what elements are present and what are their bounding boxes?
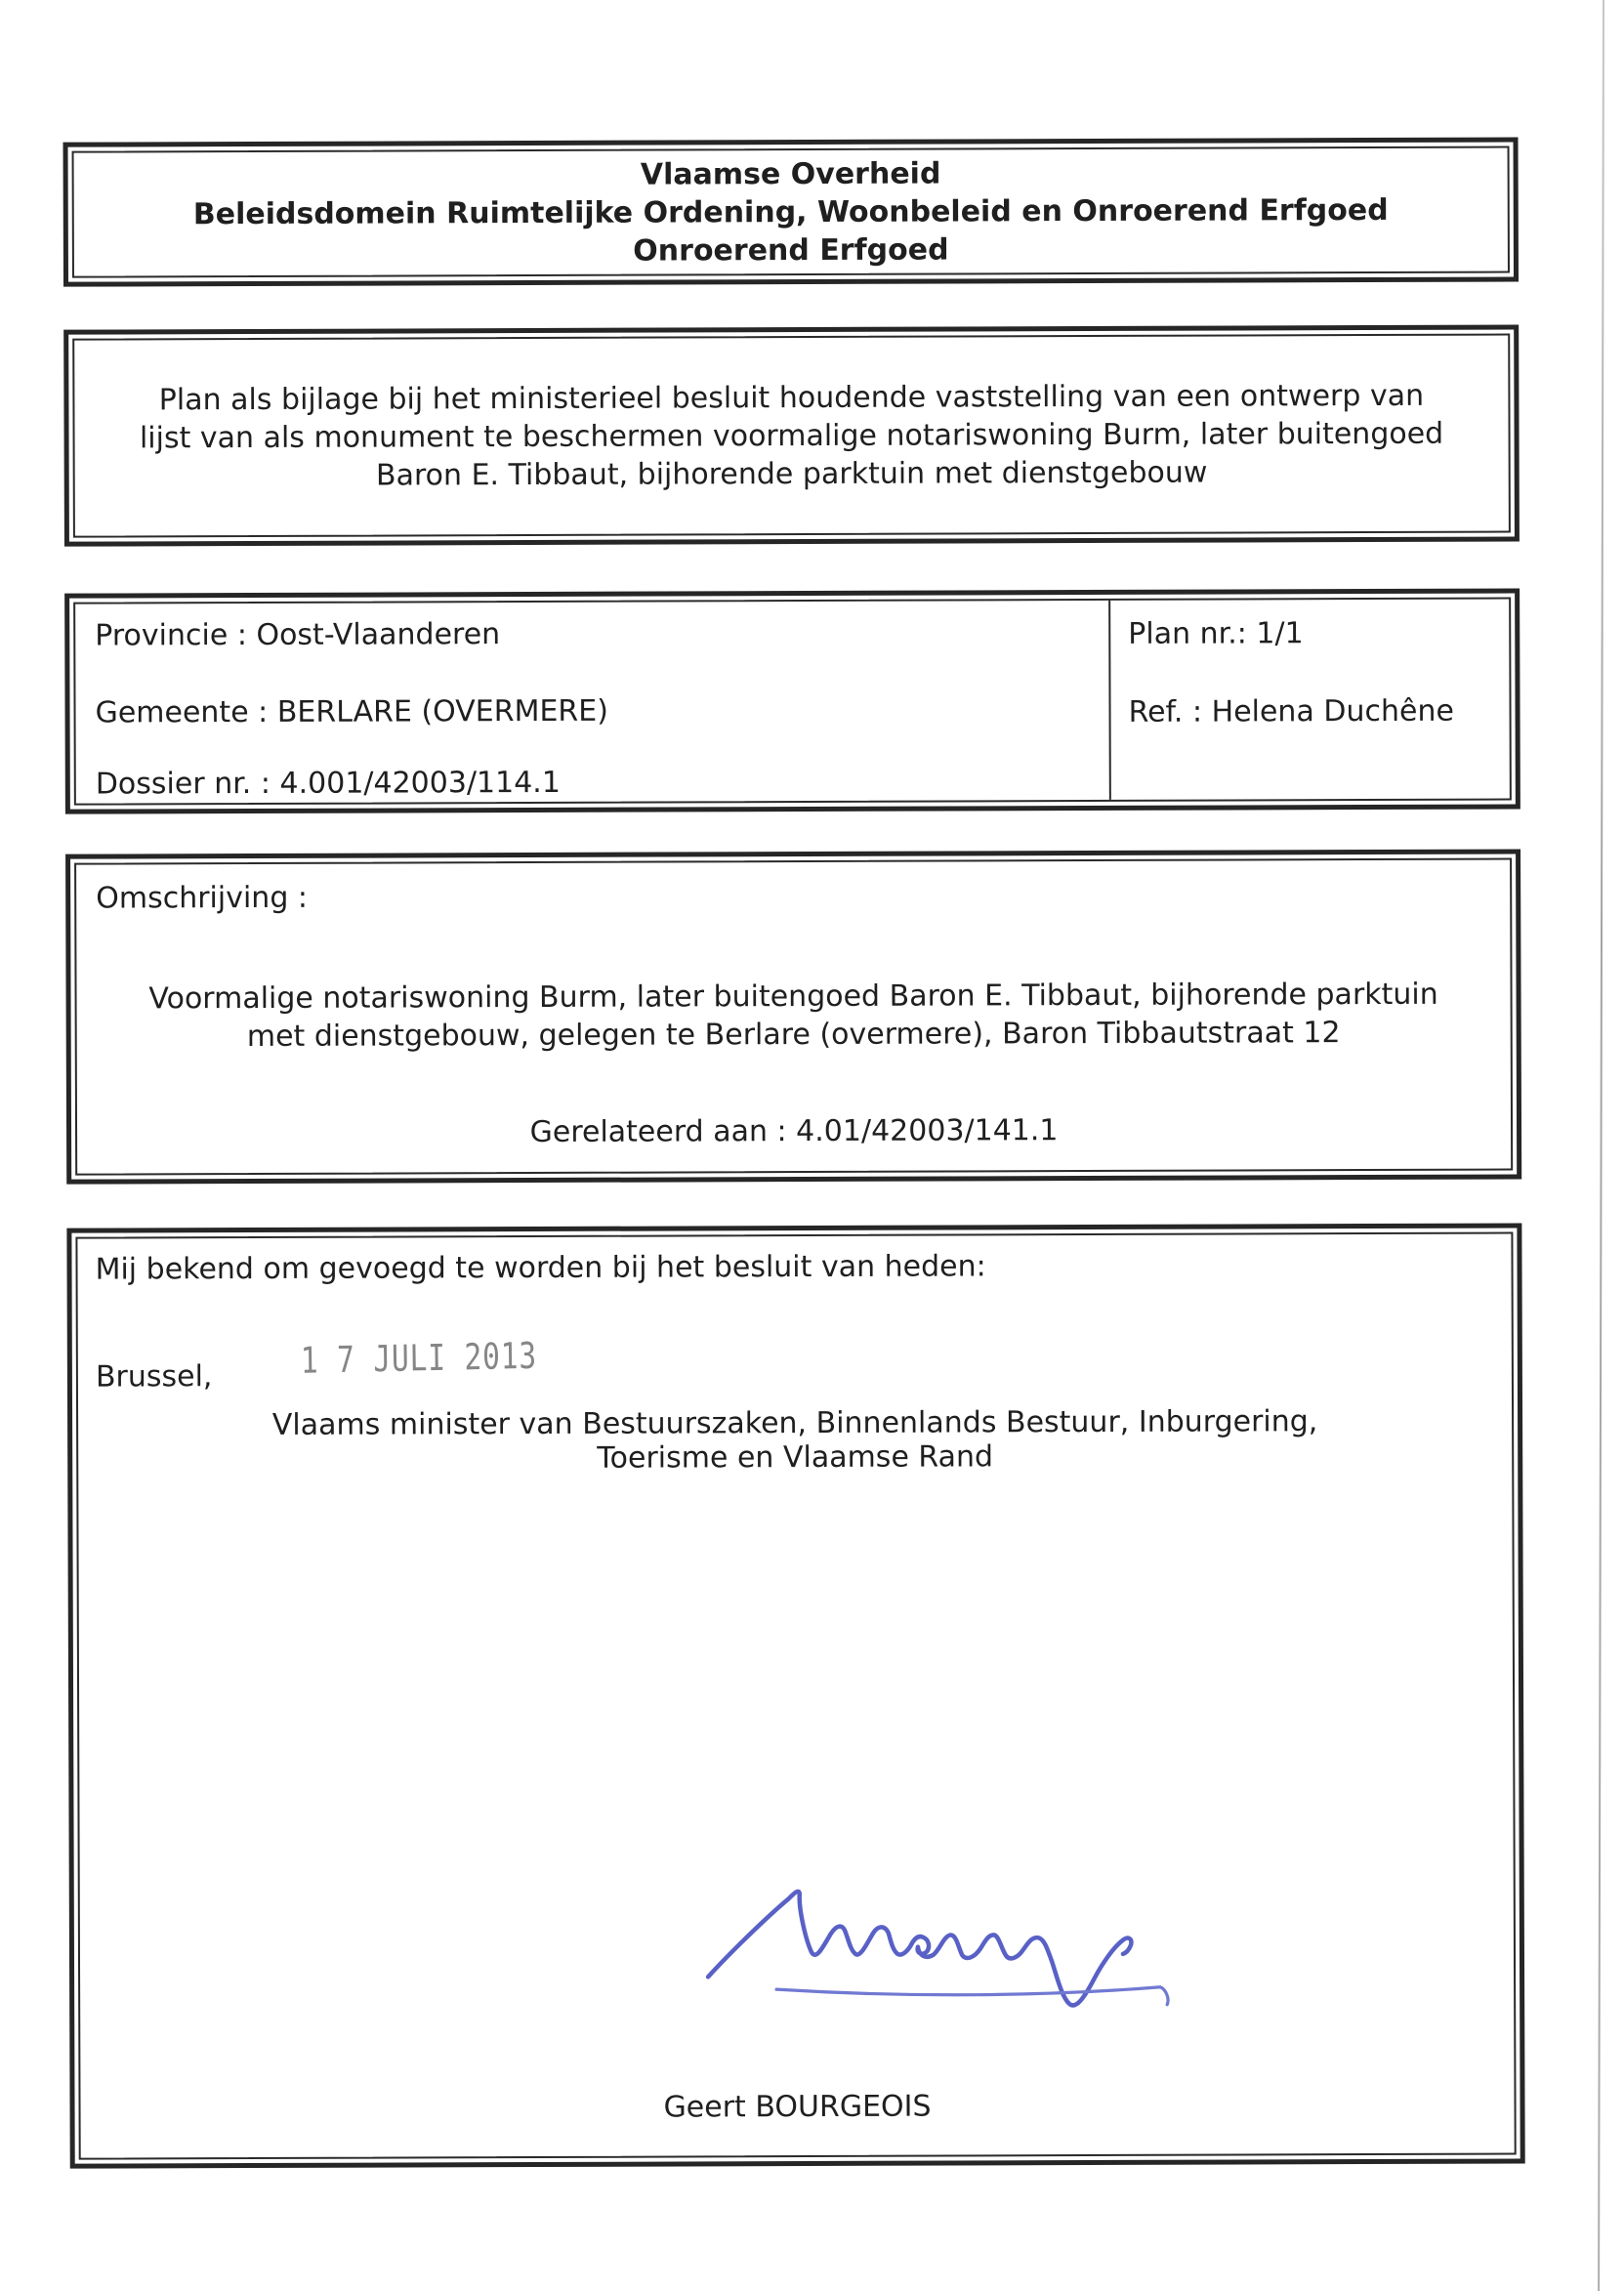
minister-title-line: Vlaams minister van Bestuurszaken, Binnenlands Bestuur, Inburgering, xyxy=(271,1404,1318,1442)
plan-title-line: Baron E. Tibbaut, bijhorende parktuin met dienstgebouw xyxy=(375,455,1208,493)
header-box xyxy=(63,137,1520,286)
omschrijving-text xyxy=(76,976,1510,1057)
plan-nr-field: Plan nr.: 1/1 xyxy=(1128,616,1304,651)
details-left-column xyxy=(75,601,1109,804)
signature-main-stroke xyxy=(708,1891,1132,2007)
minister-title-line: Toerisme en Vlaamse Rand xyxy=(597,1439,994,1476)
header-line-agency: Onroerend Erfgoed xyxy=(633,232,949,269)
details-right-column xyxy=(1108,600,1510,800)
gerelateerd-aan-field: Gerelateerd aan : 4.01/42003/141.1 xyxy=(529,1113,1059,1150)
plan-title-box xyxy=(63,324,1520,546)
description-box xyxy=(65,849,1521,1184)
omschrijving-label: Omschrijving : xyxy=(96,880,309,916)
date-stamp: 1 7 JULI 2013 xyxy=(300,1334,538,1382)
dossier-nr-field: Dossier nr. : 4.001/42003/114.1 xyxy=(95,765,561,802)
header-line-authority: Vlaamse Overheid xyxy=(640,156,941,192)
decree-intro-text: Mij bekend om gevoegd te worden bij het besluit van heden: xyxy=(95,1249,986,1287)
omschrijving-line: met dienstgebouw, gelegen te Berlare (overmere), Baron Tibbautstraat 12 xyxy=(246,1016,1341,1055)
omschrijving-line: Voormalige notariswoning Burm, later buitengoed Baron E. Tibbaut, bijhorende parktuin xyxy=(148,977,1438,1017)
handwritten-signature xyxy=(627,1860,1233,2028)
plan-title-line: lijst van als monument te beschermen voormalige notariswoning Burm, later buitengoed xyxy=(139,416,1444,455)
description-inner xyxy=(74,857,1513,1175)
signatory-name: Geert BOURGEOIS xyxy=(663,2089,932,2125)
place-label: Brussel, xyxy=(95,1359,213,1395)
plan-title-inner xyxy=(72,334,1511,538)
header-box-inner xyxy=(72,146,1510,278)
header-line-domain: Beleidsdomein Ruimtelijke Ordening, Woonbeleid en Onroerend Erfgoed xyxy=(192,192,1389,232)
signature-box xyxy=(66,1223,1524,2168)
signature-underline-stroke xyxy=(776,1987,1168,2006)
details-box xyxy=(64,588,1520,813)
details-inner xyxy=(73,598,1512,806)
gemeente-field: Gemeente : BERLARE (OVERMERE) xyxy=(95,693,608,730)
ref-field: Ref. : Helena Duchêne xyxy=(1128,693,1454,729)
signature-inner xyxy=(75,1231,1516,2159)
plan-title-line: Plan als bijlage bij het ministerieel besluit houdende vaststelling van een ontwerp van xyxy=(158,378,1425,417)
provincie-field: Provincie : Oost-Vlaanderen xyxy=(95,617,501,653)
